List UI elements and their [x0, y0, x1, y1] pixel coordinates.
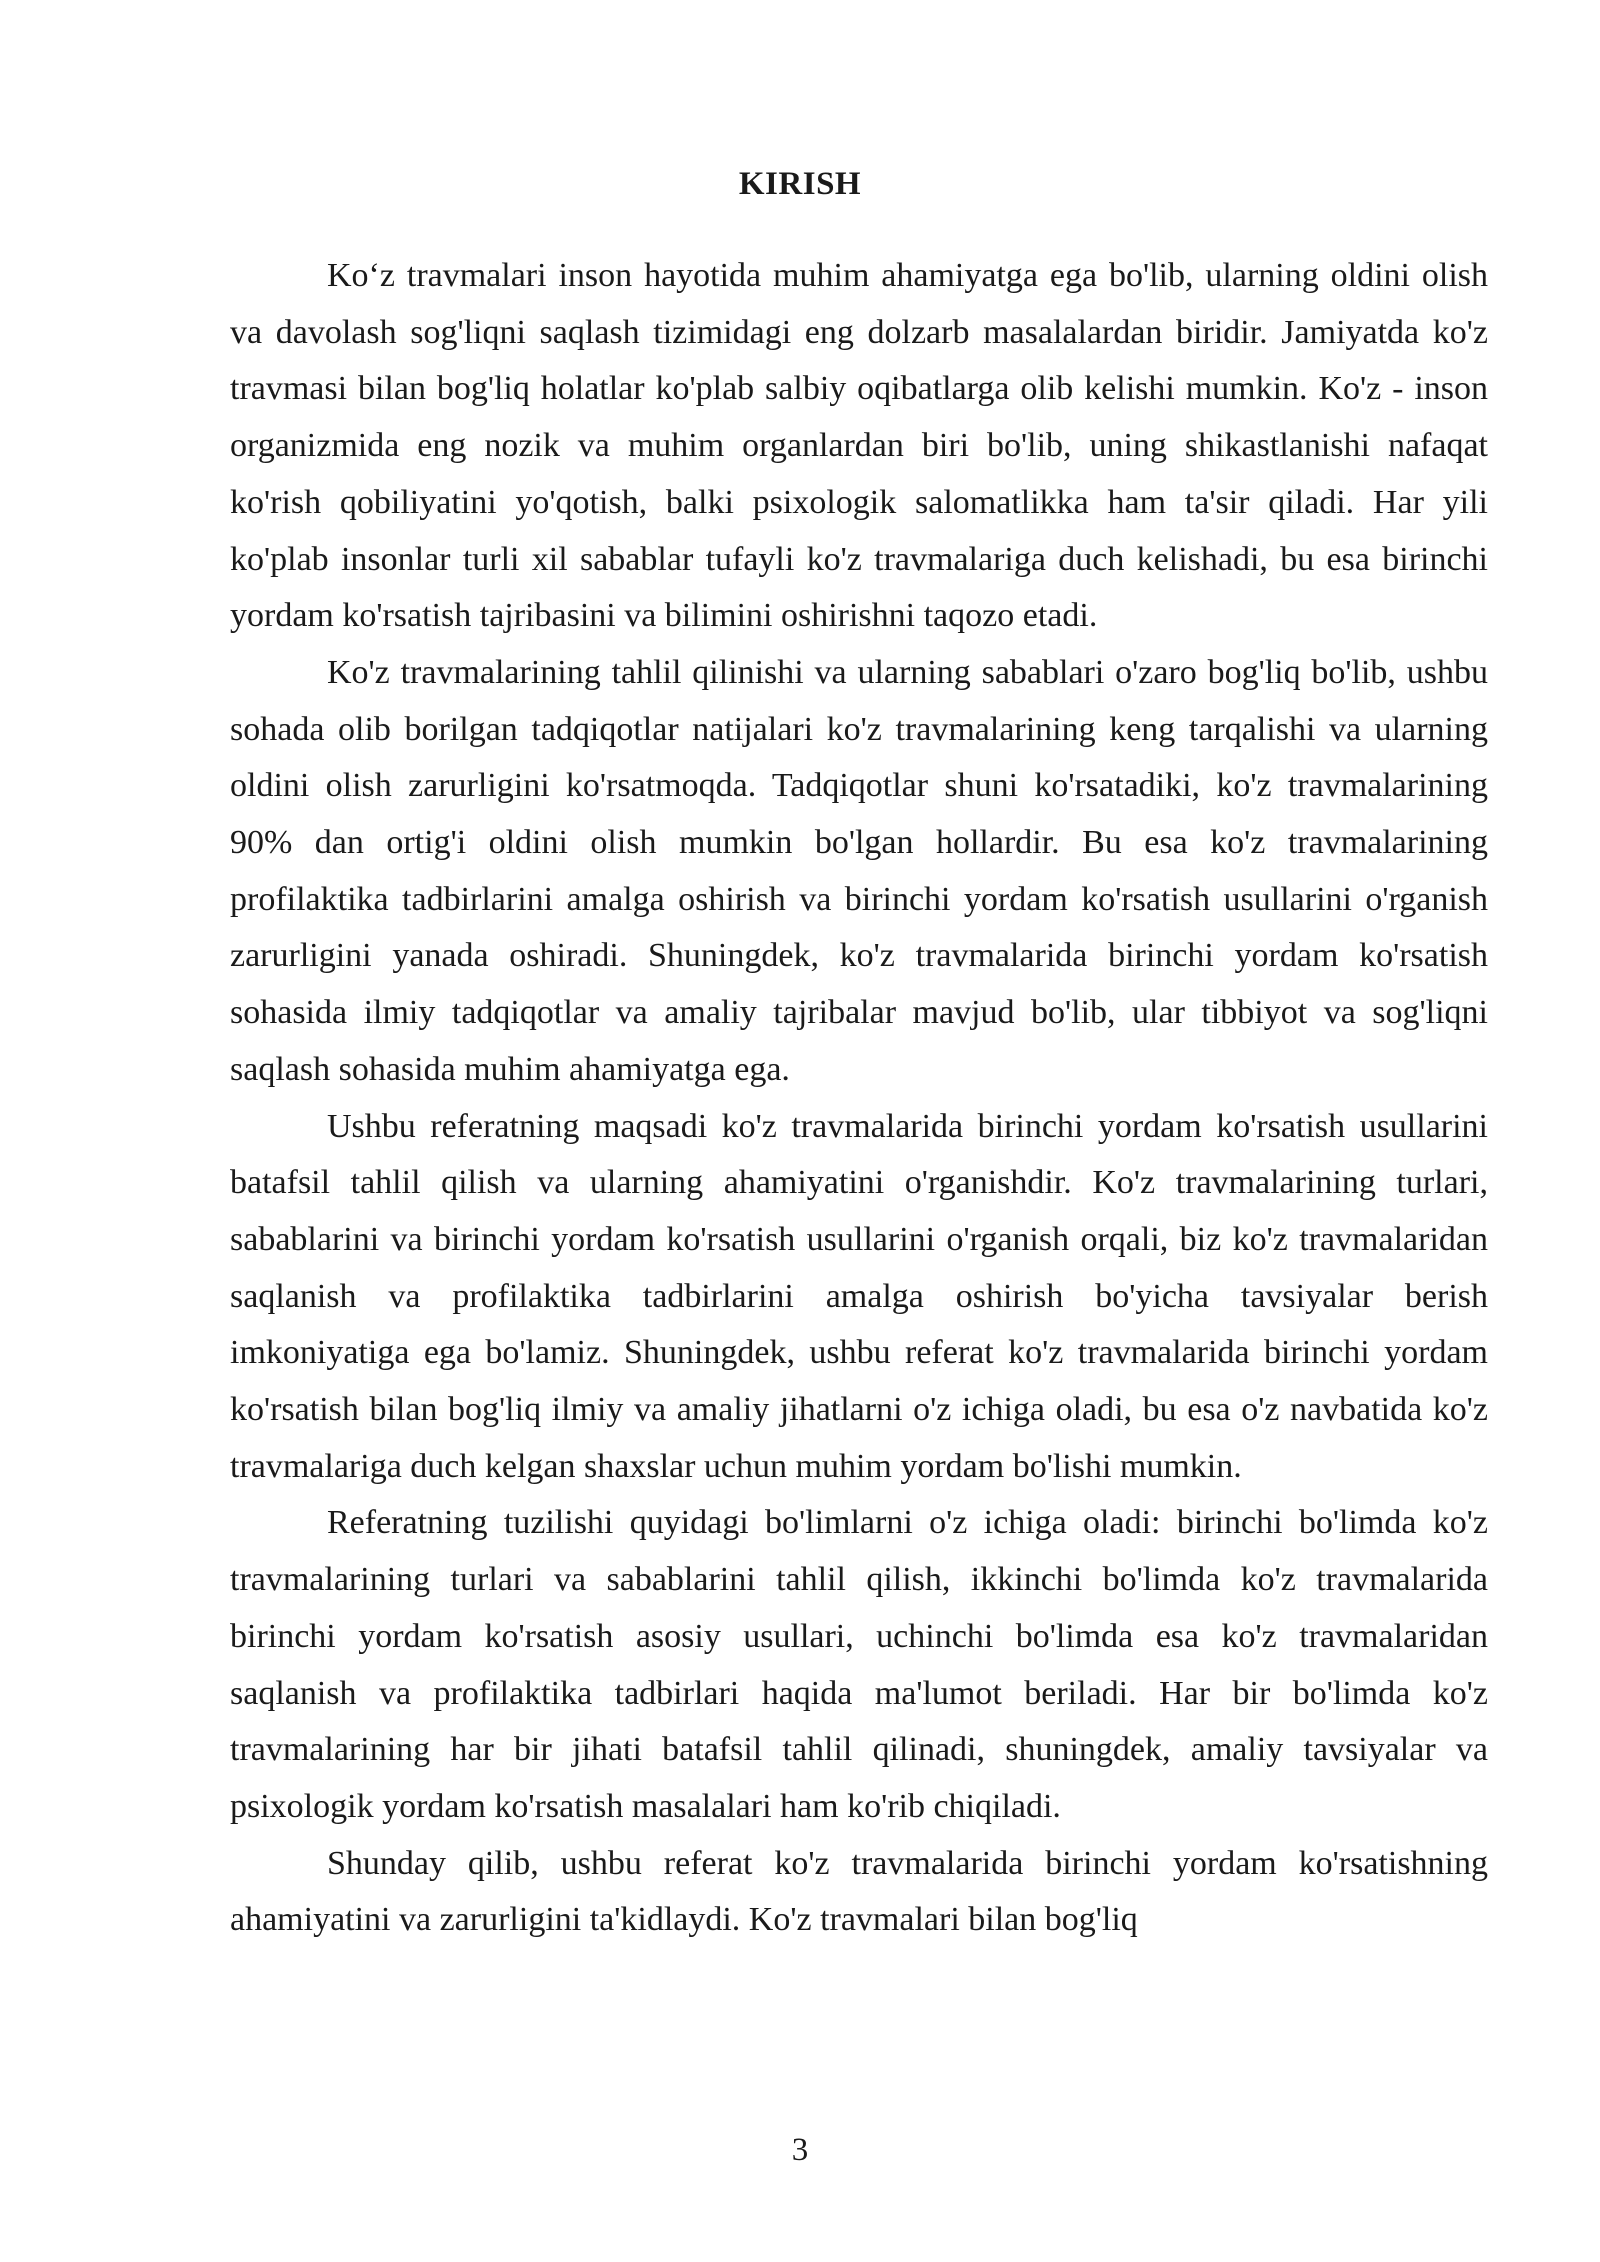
paragraph-2: Ko'z travmalarining tahlil qilinishi va ularning sabablari o'zaro bog'liq bo'lib, ushbu sohada olib borilgan tadqiqotlar natijalari ko'z travmalarining keng tarqalishi va ularning oldini olish zarurligini ko'rsatmoqda. Tadqiqotlar shuni ko'rsatadiki, ko'z travmalarining 90% dan ortig'i oldini olish mumkin bo'lgan hollardir. Bu esa ko'z travmalarining profilaktika tadbirlarini amalga oshirish va birinchi yordam ko'rsatish usullarini o'rganish zarurligini yanada oshiradi. Shuningdek, ko'z travmalarida birinchi yordam ko'rsatish sohasida ilmiy tadqiqotlar va amaliy tajribalar mavjud bo'lib, ular tibbiyot va sog'liqni saqlash sohasida muhim ahamiyatga ega.: [230, 653, 1488, 1088]
page-number: 3: [791, 2132, 809, 2168]
paragraph-1: Ko‘z travmalari inson hayotida muhim ahamiyatga ega bo'lib, ularning oldini olish va davolash sog'liqni saqlash tizimidagi eng dolzarb masalalardan biridir. Jamiyatda ko'z travmasi bilan bog'liq holatlar ko'plab salbiy oqibatlarga olib kelishi mumkin. Ko'z - inson organizmida eng nozik va muhim organlardan biri bo'lib, uning shikastlanishi nafaqat ko'rish qobiliyatini yo'qotish, balki psixologik salomatlikka ham ta'sir qiladi. Har yili ko'plab insonlar turli xil sabablar tufayli ko'z travmalariga duch kelishadi, bu esa birinchi yordam ko'rsatish tajribasini va bilimini oshirishni taqozo etadi.: [230, 257, 1488, 635]
paragraph-5: Shunday qilib, ushbu referat ko'z travmalarida birinchi yordam ko'rsatishning ahamiyatini va zarurligini ta'kidlaydi. Ko'z travmalari bilan bog'liq: [230, 1844, 1488, 1939]
paragraph-3: Ushbu referatning maqsadi ko'z travmalarida birinchi yordam ko'rsatish usullarini batafsil tahlil qilish va ularning ahamiyatini o'rganishdir. Ko'z travmalarining turlari, sabablarini va birinchi yordam ko'rsatish usullarini o'rganish orqali, biz ko'z travmalaridan saqlanish va profilaktika tadbirlarini amalga oshirish bo'yicha tavsiyalar berish imkoniyatiga ega bo'lamiz. Shuningdek, ushbu referat ko'z travmalarida birinchi yordam ko'rsatish bilan bog'liq ilmiy va amaliy jihatlarni o'z ichiga oladi, bu esa o'z navbatida ko'z travmalariga duch kelgan shaxslar uchun muhim yordam bo'lishi mumkin.: [230, 1107, 1488, 1485]
section-title: KIRISH: [738, 166, 862, 202]
paragraph-4: Referatning tuzilishi quyidagi bo'limlarni o'z ichiga oladi: birinchi bo'limda ko'z travmalarining turlari va sabablarini tahlil qilish, ikkinchi bo'limda ko'z travmalarida birinchi yordam ko'rsatish asosiy usullari, uchinchi bo'limda esa ko'z travmalaridan saqlanish va profilaktika tadbirlari haqida ma'lumot beriladi. Har bir bo'limda ko'z travmalarining har bir jihati batafsil tahlil qilinadi, shuningdek, amaliy tavsiyalar va psixologik yordam ko'rsatish masalalari ham ko'rib chiqiladi.: [230, 1504, 1488, 1825]
body-text: [230, 248, 1488, 1949]
